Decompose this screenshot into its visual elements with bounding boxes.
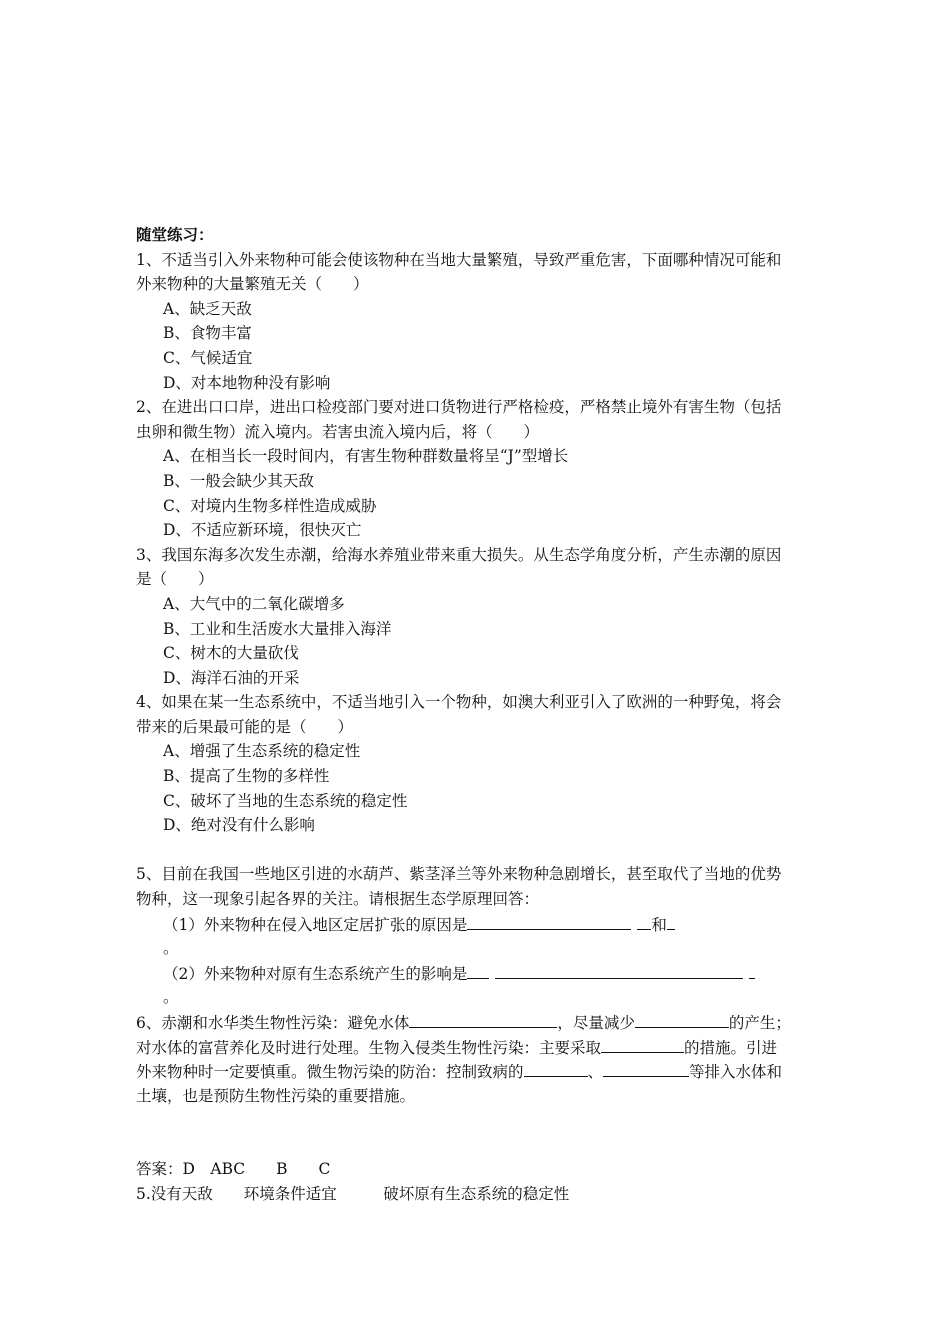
answer-line: 5.没有天敌 环境条件适宜 破坏原有生态系统的稳定性 xyxy=(136,1184,570,1203)
text-span: ，尽量减少 xyxy=(557,1014,635,1032)
text-span: 外来物种时一定要慎重。微生物污染的防治：控制致病的 xyxy=(136,1063,524,1082)
option-c: C、气候适宜 xyxy=(163,348,253,367)
answer-blank xyxy=(467,912,631,930)
question-6 xyxy=(136,1010,826,1108)
option-c: C、树木的大量砍伐 xyxy=(163,644,299,663)
question-text: 1、不适当引入外来物种可能会使该物种在当地大量繁殖，导致严重危害，下面哪种情况可能和 xyxy=(136,250,782,269)
answer-blank xyxy=(409,1010,557,1028)
option-a: A、大气中的二氧化碳增多 xyxy=(163,594,345,613)
sub-question-1 xyxy=(136,912,826,937)
option-a: A、缺乏天敌 xyxy=(163,299,252,318)
option-b: B、一般会缺少其天敌 xyxy=(163,471,314,490)
question-text xyxy=(136,1059,826,1084)
sub-question-text: （2）外来物种对原有生态系统产生的影响是 xyxy=(163,964,468,983)
question-text: 4、如果在某一生态系统中，不适当地引入一个物种，如澳大利亚引入了欧洲的一种野兔，将会 xyxy=(136,693,782,712)
spacer xyxy=(136,1108,826,1157)
answer-blank xyxy=(601,1035,684,1053)
option-b: B、食物丰富 xyxy=(163,324,252,343)
answer-blank xyxy=(749,961,755,979)
question-text: 带来的后果最可能的是（ ） xyxy=(136,717,354,736)
question-text xyxy=(136,1010,826,1035)
answer-blank xyxy=(467,961,489,979)
section-title: 随堂练习： xyxy=(136,225,214,244)
question-1 xyxy=(136,248,826,396)
option-b: B、提高了生物的多样性 xyxy=(163,767,330,786)
text-span: 的措施。引进 xyxy=(684,1038,778,1057)
option-a: A、在相当长一段时间内，有害生物种群数量将呈“J”型增长 xyxy=(163,447,569,466)
option-d: D、绝对没有什么影响 xyxy=(163,816,315,835)
period-mark: 。 xyxy=(163,939,179,958)
sub-question-2 xyxy=(136,961,826,986)
question-text: 物种，这一现象引起各界的关注。请根据生态学原理回答： xyxy=(136,890,540,909)
document-page xyxy=(136,223,826,1207)
answer-key xyxy=(136,1157,826,1206)
answer-blank xyxy=(635,1010,729,1028)
period-mark: 。 xyxy=(163,988,179,1007)
question-text: 外来物种的大量繁殖无关（ ） xyxy=(136,275,369,294)
question-text: 3、我国东海多次发生赤潮，给海水养殖业带来重大损失。从生态学角度分析，产生赤潮的原因 xyxy=(136,545,782,564)
text-span: 、 xyxy=(587,1063,604,1082)
question-text: 虫卵和微生物）流入境内。若害虫流入境内后，将（ ） xyxy=(136,422,540,441)
answer-line: 答案：D ABC B C xyxy=(136,1160,331,1179)
answer-blank xyxy=(603,1059,689,1077)
text-span: 对水体的富营养化及时进行处理。生物入侵类生物性污染：主要采取 xyxy=(136,1038,602,1057)
option-a: A、增强了生态系统的稳定性 xyxy=(163,742,361,761)
option-c: C、破坏了当地的生态系统的稳定性 xyxy=(163,791,408,810)
answer-blank xyxy=(524,1059,588,1077)
sub-question-text: （1）外来物种在侵入地区定居扩张的原因是 xyxy=(163,915,468,934)
answer-blank xyxy=(667,912,675,930)
question-text: 土壤，也是预防生物性污染的重要措施。 xyxy=(136,1086,416,1105)
option-d: D、对本地物种没有影响 xyxy=(163,373,331,392)
question-text: 5、目前在我国一些地区引进的水葫芦、紫茎泽兰等外来物种急剧增长，甚至取代了当地的优势 xyxy=(136,865,782,884)
text-span: 等排入水体和 xyxy=(689,1063,783,1082)
option-b: B、工业和生活废水大量排入海洋 xyxy=(163,619,392,638)
text-span: 的产生； xyxy=(728,1014,791,1032)
answer-blank xyxy=(495,961,743,979)
option-c: C、对境内生物多样性造成威胁 xyxy=(163,496,377,515)
question-text: 是（ ） xyxy=(136,570,214,589)
question-2 xyxy=(136,395,826,543)
and-text: 和 xyxy=(651,915,667,934)
question-3 xyxy=(136,543,826,691)
question-5 xyxy=(136,862,826,1010)
question-4 xyxy=(136,690,826,838)
answer-blank xyxy=(637,912,651,930)
option-d: D、海洋石油的开采 xyxy=(163,668,300,687)
option-d: D、不适应新环境，很快灭亡 xyxy=(163,521,362,540)
text-span: 6、赤潮和水华类生物性污染：避免水体 xyxy=(136,1014,410,1032)
spacer xyxy=(136,838,826,863)
question-text xyxy=(136,1035,826,1060)
question-text: 2、在进出口口岸，进出口检疫部门要对进口货物进行严格检疫，严格禁止境外有害生物（包括 xyxy=(136,398,782,417)
